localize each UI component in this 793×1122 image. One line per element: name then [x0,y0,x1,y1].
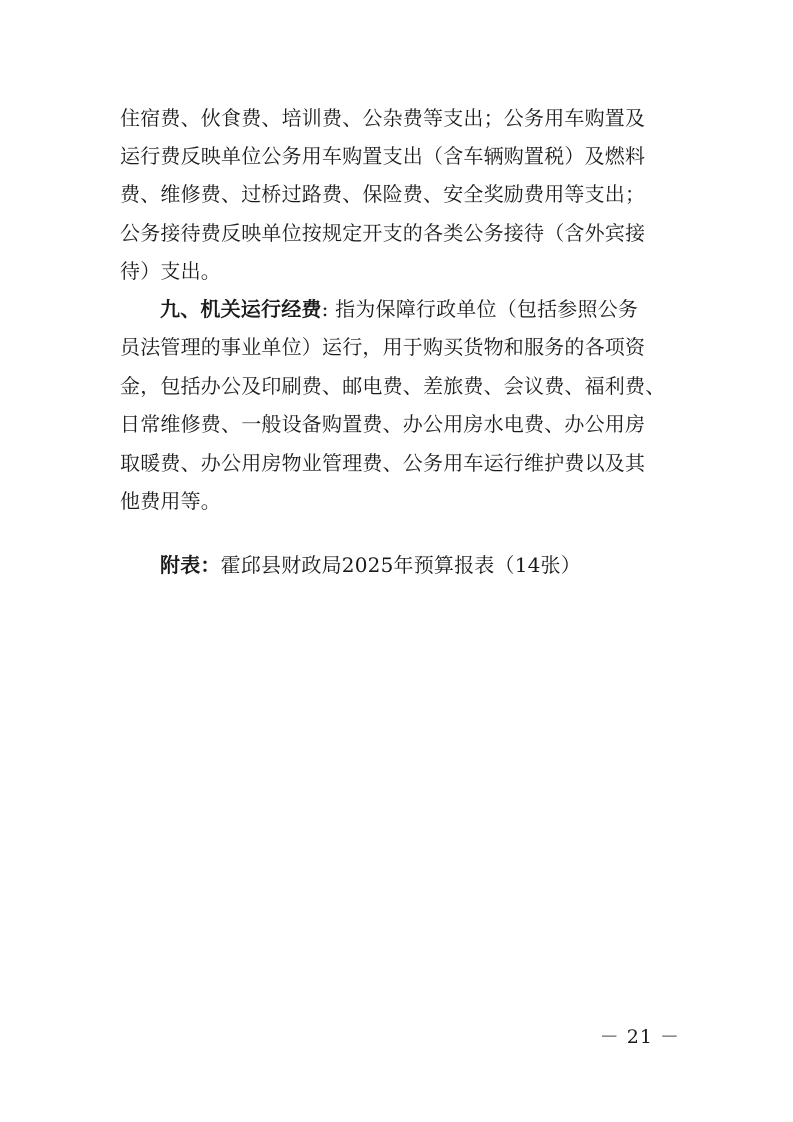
text-line: 运行费反映单位公务用车购置支出（含车辆购置税）及燃料 [120,144,646,168]
text-line: 待）支出。 [120,259,221,283]
text-line: 金，包括办公及印刷费、邮电费、差旅费、会议费、福利费、 [120,374,666,398]
text-line: 住宿费、伙食费、培训费、公杂费等支出；公务用车购置及 [120,106,646,130]
text-line: 日常维修费、一般设备购置费、办公用房水电费、办公用房 [120,412,646,436]
attachment-text: 霍邱县财政局2025年预算报表（14张） [220,553,581,577]
text-line: 他费用等。 [120,489,221,513]
page-number: － 21 － [599,1026,680,1048]
text-line: 员法管理的事业单位）运行，用于购买货物和服务的各项资 [120,335,646,359]
attachment-line [160,550,581,580]
paragraph-first-line [160,294,638,324]
text-line: 公务接待费反映单位按规定开支的各类公务接待（含外宾接 [120,221,646,245]
section-heading: 九、机关运行经费 [160,297,322,321]
text-line: 取暖费、办公用房物业管理费、公务用车运行维护费以及其 [120,451,646,475]
text-line: 费、维修费、过桥过路费、保险费、安全奖励费用等支出； [120,182,646,206]
attachment-label: 附表： [160,553,221,577]
text-line: : 指为保障行政单位（包括参照公务 [321,297,639,321]
